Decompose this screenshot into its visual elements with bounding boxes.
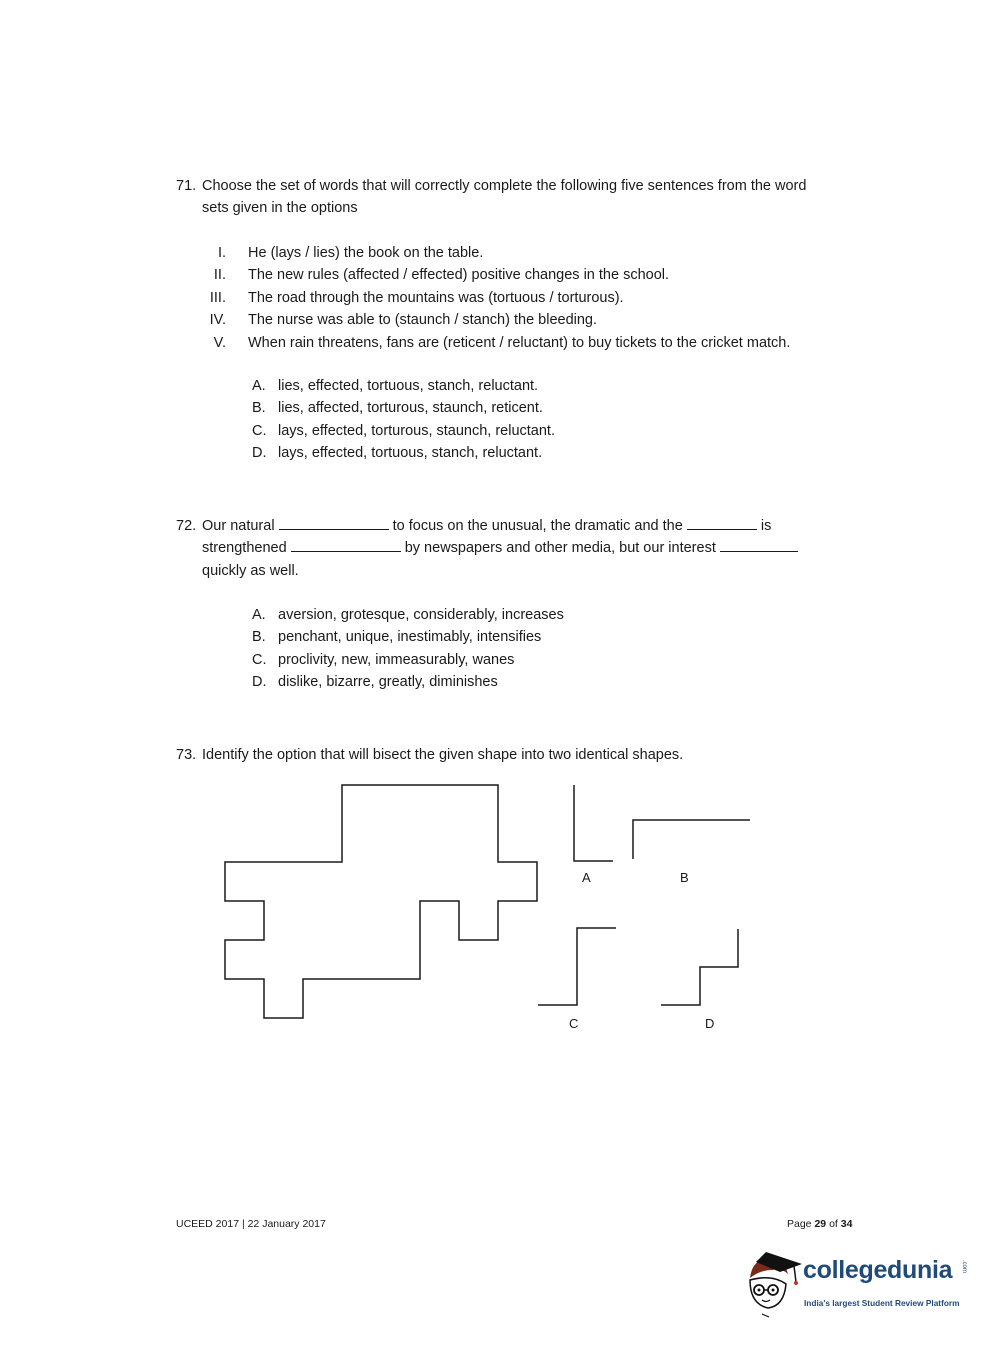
question-number: 71. [176, 178, 197, 194]
option-letter: B. [252, 400, 266, 417]
option-c-shape[interactable] [538, 928, 616, 1005]
option-text: lies, effected, tortuous, stanch, reluctant. [278, 378, 539, 394]
sentence-numeral: I. [217, 245, 226, 261]
page-current: 29 [814, 1218, 827, 1230]
option-a-label: A [582, 870, 591, 885]
brand-name: collegedunia [803, 1256, 953, 1284]
option-letter: A. [252, 378, 266, 394]
option-text: lays, effected, tortuous, stanch, reluctant. [278, 445, 543, 462]
question-text: Our natural [202, 518, 275, 534]
question-text: is [760, 518, 772, 534]
page-number [787, 1218, 852, 1230]
page-prefix: Page [787, 1218, 812, 1230]
sentence-numeral: IV. [209, 312, 226, 329]
given-shape [225, 785, 537, 1018]
question-number: 73. [176, 747, 197, 763]
option-text: aversion, grotesque, considerably, increases [278, 607, 564, 623]
option-text: lies, affected, torturous, staunch, reticent. [278, 400, 543, 417]
option-letter: A. [252, 607, 266, 623]
option-text: penchant, unique, inestimably, intensifies [278, 629, 542, 646]
option-d-label: D [705, 1016, 715, 1031]
option-d-shape[interactable] [661, 929, 738, 1005]
question-text: strengthened [202, 540, 287, 557]
option-text: dislike, bizarre, greatly, diminishes [278, 674, 498, 691]
question-text: Identify the option that will bisect the given shape into two identical shapes. [202, 747, 684, 763]
sentence-text: The road through the mountains was (tortuous / torturous). [248, 289, 624, 306]
sentence-numeral: V. [213, 334, 226, 351]
mascot-icon [742, 1248, 804, 1320]
question-text-line-2: sets given in the options [202, 200, 358, 217]
sentence-text: When rain threatens, fans are (reticent / reluctant) to buy tickets to the cricket match. [248, 334, 791, 351]
question-text: by newspapers and other media, but our interest [404, 540, 716, 557]
option-b-label: B [680, 870, 689, 885]
footer-left: UCEED 2017 | 22 January 2017 [176, 1218, 326, 1230]
sentence-text: The nurse was able to (staunch / stanch) the bleeding. [248, 312, 598, 329]
option-c-label: C [569, 1016, 579, 1031]
option-a-shape[interactable] [574, 785, 613, 861]
question-text-line-3: quickly as well. [202, 562, 299, 579]
page-of: of [829, 1218, 838, 1230]
sentence-numeral: III. [209, 289, 226, 306]
question-text-line-1: Choose the set of words that will correctly complete the following five sentences from the word [202, 178, 807, 194]
question-text: to focus on the unusual, the dramatic and the [392, 518, 683, 534]
option-letter: C. [252, 422, 267, 439]
sentence-text: He (lays / lies) the book on the table. [248, 245, 484, 261]
option-letter: D. [252, 445, 267, 462]
option-letter: B. [252, 629, 266, 646]
option-letter: D. [252, 674, 267, 691]
option-text: proclivity, new, immeasurably, wanes [278, 651, 515, 668]
question-number: 72. [176, 518, 197, 534]
sentence-text: The new rules (affected / effected) positive changes in the school. [248, 267, 670, 284]
option-text: lays, effected, torturous, staunch, reluctant. [278, 422, 555, 439]
brand-com: .com [961, 1260, 967, 1274]
page-total: 34 [840, 1218, 853, 1230]
option-letter: C. [252, 651, 267, 668]
option-b-shape[interactable] [633, 820, 750, 859]
collegedunia-logo [742, 1248, 972, 1320]
brand-tagline: India's largest Student Review Platform [804, 1298, 960, 1308]
sentence-numeral: II. [213, 267, 226, 284]
